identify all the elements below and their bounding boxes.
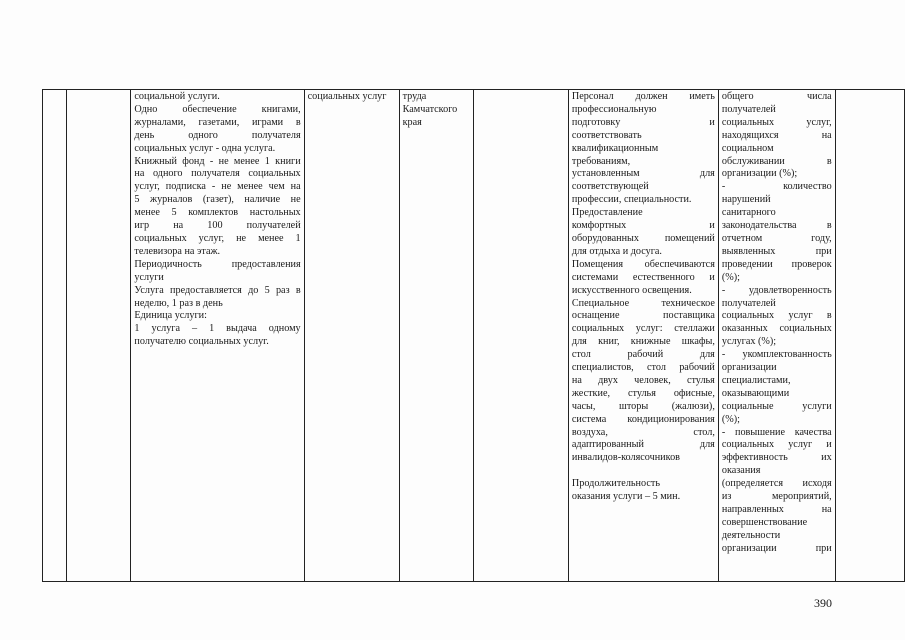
text-line: услуги <box>134 271 164 283</box>
text-line: соответствующей <box>571 181 649 193</box>
text-line: общего числа <box>721 91 832 102</box>
text-line: Одно обеспечение книгами, <box>134 103 301 115</box>
text-line: нарушений <box>721 194 771 206</box>
text-line: соответствовать <box>571 129 642 141</box>
text-line: (%); <box>721 271 740 283</box>
text-line: санитарного <box>721 207 776 219</box>
cell-authority <box>399 90 474 582</box>
text-line: день одного получателя <box>134 129 301 141</box>
conditions-text <box>572 91 715 504</box>
text-line: социальных услуг в <box>721 310 832 322</box>
quality-indicators-text <box>722 91 832 556</box>
text-line: (определяется исходя <box>721 478 832 490</box>
text-line: социальных услуг, <box>721 116 832 128</box>
text-line: организации (%); <box>721 168 798 180</box>
text-line: Помещения обеспечиваются <box>571 258 715 270</box>
text-line: Специальное техническое <box>571 297 715 309</box>
text-line: специалистов, стол рабочий <box>571 362 715 374</box>
text-line: получателей <box>721 297 776 309</box>
text-line: - количество <box>721 181 832 193</box>
text-line: 5 журналов (газет), наличие не <box>134 194 301 206</box>
text-line: законодательства в <box>721 220 832 232</box>
text-line: стол рабочий для <box>571 349 715 361</box>
text-line: квалификационным <box>571 142 659 154</box>
text-line: Персонал должен иметь <box>571 91 715 102</box>
text-line: социальные услуги <box>721 400 832 412</box>
text-line: получателей <box>721 103 776 115</box>
text-line: установленным для <box>571 168 715 180</box>
cell-empty-last <box>835 90 904 582</box>
text-line: находящихся на <box>721 129 832 141</box>
table-row <box>43 90 905 582</box>
text-line: социальных услуг: стеллажи <box>571 323 715 335</box>
text-line: искусственного освещения. <box>571 284 692 296</box>
text-line: Единица услуги: <box>134 310 207 322</box>
text-line: проведении проверок <box>721 258 832 270</box>
text-line: обслуживании в <box>721 155 832 167</box>
text-line: - повышение качества <box>721 426 832 438</box>
text-line: края <box>402 116 422 128</box>
text-line: системами естественного и <box>571 271 715 283</box>
text-line: система кондиционирования <box>571 413 715 425</box>
text-line: неделю, 1 раз в день <box>134 297 223 309</box>
text-line: телевизора на этаж. <box>134 245 221 257</box>
text-line: социальных услуг - одна услуга. <box>134 142 276 154</box>
text-line: - укомплектованность <box>721 349 832 361</box>
text-line: профессии, специальности. <box>571 194 692 206</box>
text-line: оказанных социальных <box>721 323 832 335</box>
cell-conditions <box>568 90 718 582</box>
text-line: деятельности <box>721 529 781 541</box>
text-line: Периодичность предоставления <box>134 258 301 270</box>
text-line: социальной услуги. <box>134 91 220 102</box>
text-line: отчетном году, <box>721 232 832 244</box>
text-line: Продолжительность <box>571 478 660 490</box>
text-line: часы, шторы (жалюзи), <box>571 400 715 412</box>
text-line: - удовлетворенность <box>721 284 832 296</box>
text-line: труда <box>402 91 427 102</box>
text-line: игр на 100 получателей <box>134 220 301 232</box>
standards-table <box>42 89 905 582</box>
text-line: оказывающими <box>721 387 790 399</box>
text-line: оборудованных помещений <box>571 232 715 244</box>
text-line: специалистами, <box>721 374 791 386</box>
text-line: на двух человек, стулья <box>571 374 715 386</box>
text-line: организации <box>721 362 777 374</box>
text-line: профессиональную <box>571 103 657 115</box>
text-line: эффективность их <box>721 452 832 464</box>
text-line: оснащение поставщика <box>571 310 715 322</box>
text-line: направленных на <box>721 504 832 515</box>
text-line: жесткие, стулья офисные, <box>571 387 715 399</box>
text-line: Услуга предоставляется до 5 раз в <box>134 284 301 296</box>
service-description-text <box>134 91 300 349</box>
recipient-text <box>308 91 396 104</box>
text-line: оказания услуги – 5 мин. <box>571 491 681 503</box>
authority-text <box>403 91 471 130</box>
cell-service-description <box>131 90 304 582</box>
text-line: инвалидов-колясочников <box>571 452 680 464</box>
text-line: Книжный фонд - не менее 1 книги <box>134 155 301 167</box>
cell-recipient <box>304 90 399 582</box>
text-line: Камчатского <box>402 103 458 115</box>
text-line: услуг, подписка - не менее чем на <box>134 181 301 193</box>
text-line: совершенствование <box>721 516 808 528</box>
text-line: организации при <box>721 542 832 554</box>
text-line: социальном <box>721 142 774 154</box>
text-line: из мероприятий, <box>721 491 832 503</box>
text-line: оказания <box>721 465 761 477</box>
text-line: на одного получателя социальных <box>134 168 301 180</box>
text-line: адаптированный для <box>571 439 715 451</box>
text-line: Предоставление <box>571 207 643 219</box>
text-line: для книг, книжные шкафы, <box>571 336 715 348</box>
text-line: социальных услуг <box>307 91 387 102</box>
text-line: социальных услуг, не менее 1 <box>134 232 301 244</box>
text-line: социальных услуг и <box>721 439 832 451</box>
page-number: 390 <box>814 596 832 610</box>
cell-service-name <box>67 90 131 582</box>
text-line: журналами, газетами, играми в <box>134 116 301 128</box>
cell-number <box>43 90 67 582</box>
text-line: услугах (%); <box>721 336 777 348</box>
text-line: 1 услуга – 1 выдача одному <box>134 323 301 335</box>
cell-empty <box>474 90 569 582</box>
text-line: требованиям, <box>571 155 631 167</box>
text-line: комфортных и <box>571 220 715 232</box>
cell-quality-indicators <box>718 90 835 582</box>
text-line <box>572 465 715 478</box>
text-line: для отдыха и досуга. <box>571 245 662 257</box>
text-line: получателю социальных услуг. <box>134 336 269 348</box>
text-line: подготовку и <box>571 116 715 128</box>
text-line: (%); <box>721 413 740 425</box>
text-line: воздуха, стол, <box>571 426 715 438</box>
text-line: выявленных при <box>721 245 832 257</box>
text-line: менее 5 комплектов настольных <box>134 207 301 219</box>
